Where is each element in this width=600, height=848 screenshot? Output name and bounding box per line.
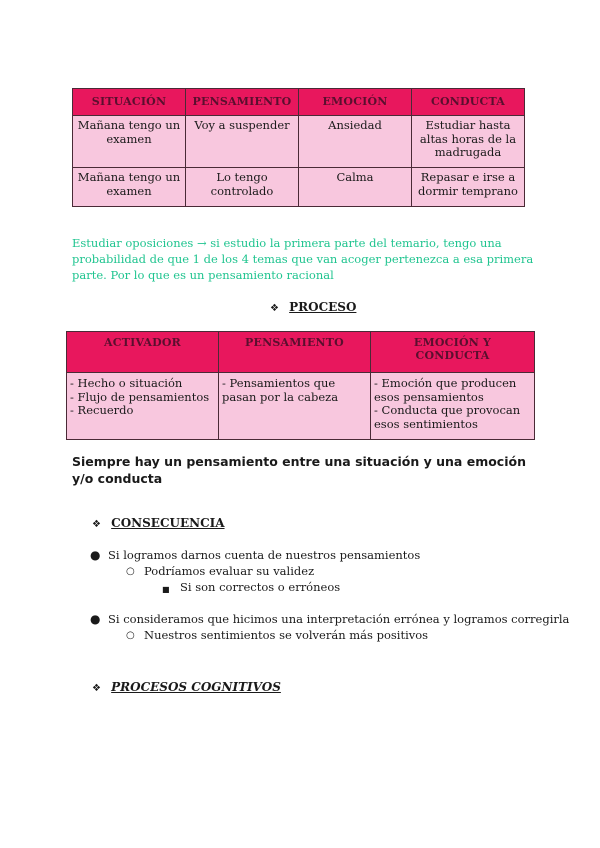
circle-bullet-icon: ○ bbox=[126, 566, 135, 577]
key-statement: Siempre hay un pensamiento entre una situación y una emoción y/o conducta bbox=[72, 454, 526, 486]
header-pensamiento: PENSAMIENTO bbox=[186, 89, 299, 116]
disc-bullet-icon: ● bbox=[90, 612, 101, 626]
header-emocion: EMOCIÓN bbox=[299, 89, 412, 116]
situation-table bbox=[72, 88, 525, 207]
table-row bbox=[73, 116, 525, 168]
example-note: Estudiar oposiciones → si estudio la primera parte del temario, tengo una probabilidad de que 1 de los 4 temas que van acoger pertenezca a esa primera parte. Por lo que es un pensamiento racional bbox=[72, 236, 534, 282]
diamond-bullet-icon: ❖ bbox=[92, 519, 101, 530]
header-activador: ACTIVADOR bbox=[67, 332, 219, 373]
table-cell: Calma bbox=[299, 168, 412, 207]
table-cell: Estudiar hasta altas horas de la madrugada bbox=[412, 116, 525, 168]
list-item-text: Nuestros sentimientos se volverán más positivos bbox=[144, 628, 429, 642]
table-cell: Ansiedad bbox=[299, 116, 412, 168]
table-row bbox=[73, 168, 525, 207]
table-header-row bbox=[73, 89, 525, 116]
table-cell: Mañana tengo un examen bbox=[73, 116, 186, 168]
header-conducta: CONDUCTA bbox=[412, 89, 525, 116]
list-item bbox=[126, 627, 429, 643]
process-table bbox=[66, 331, 535, 440]
disc-bullet-icon: ● bbox=[90, 548, 101, 562]
list-item-text: Si consideramos que hicimos una interpretación errónea y logramos corregirla bbox=[108, 612, 570, 626]
list-item bbox=[90, 547, 421, 563]
header-situacion: SITUACIÓN bbox=[73, 89, 186, 116]
table-header-row bbox=[67, 332, 535, 373]
list-item-text: Podríamos evaluar su validez bbox=[144, 564, 315, 578]
square-bullet-icon: ■ bbox=[162, 585, 170, 594]
cell-line: - Conducta que provocan esos sentimientos bbox=[374, 403, 521, 431]
list-item bbox=[162, 579, 341, 595]
section-title: PROCESO bbox=[289, 300, 357, 314]
table-cell bbox=[371, 373, 535, 440]
cell-line: - Hecho o situación bbox=[70, 376, 183, 390]
cell-line: - Emoción que producen esos pensamientos bbox=[374, 376, 517, 404]
section-heading-procesos-cognitivos bbox=[92, 680, 281, 694]
list-item-text: Si son correctos o erróneos bbox=[180, 580, 341, 594]
section-title: CONSECUENCIA bbox=[111, 516, 225, 530]
diamond-bullet-icon: ❖ bbox=[92, 683, 101, 694]
table-cell bbox=[219, 373, 371, 440]
cell-line: - Pensamientos que pasan por la cabeza bbox=[222, 376, 339, 404]
header-emocion-conducta: EMOCIÓN Y CONDUCTA bbox=[371, 332, 535, 373]
table-cell: Lo tengo controlado bbox=[186, 168, 299, 207]
header-pensamiento: PENSAMIENTO bbox=[219, 332, 371, 373]
circle-bullet-icon: ○ bbox=[126, 630, 135, 641]
cell-line: - Flujo de pensamientos bbox=[70, 389, 210, 404]
table-row bbox=[67, 373, 535, 440]
section-heading-proceso bbox=[270, 300, 356, 314]
list-item bbox=[126, 563, 315, 579]
table-cell: Repasar e irse a dormir temprano bbox=[412, 168, 525, 207]
table-cell: Voy a suspender bbox=[186, 116, 299, 168]
diamond-bullet-icon: ❖ bbox=[270, 303, 279, 314]
section-heading-consecuencia bbox=[92, 516, 225, 530]
table-cell: Mañana tengo un examen bbox=[73, 168, 186, 207]
list-item bbox=[90, 611, 570, 627]
table-cell bbox=[67, 373, 219, 440]
list-item-text: Si logramos darnos cuenta de nuestros pensamientos bbox=[108, 548, 421, 562]
cell-line: - Recuerdo bbox=[70, 403, 134, 418]
section-title: PROCESOS COGNITIVOS bbox=[111, 680, 281, 694]
